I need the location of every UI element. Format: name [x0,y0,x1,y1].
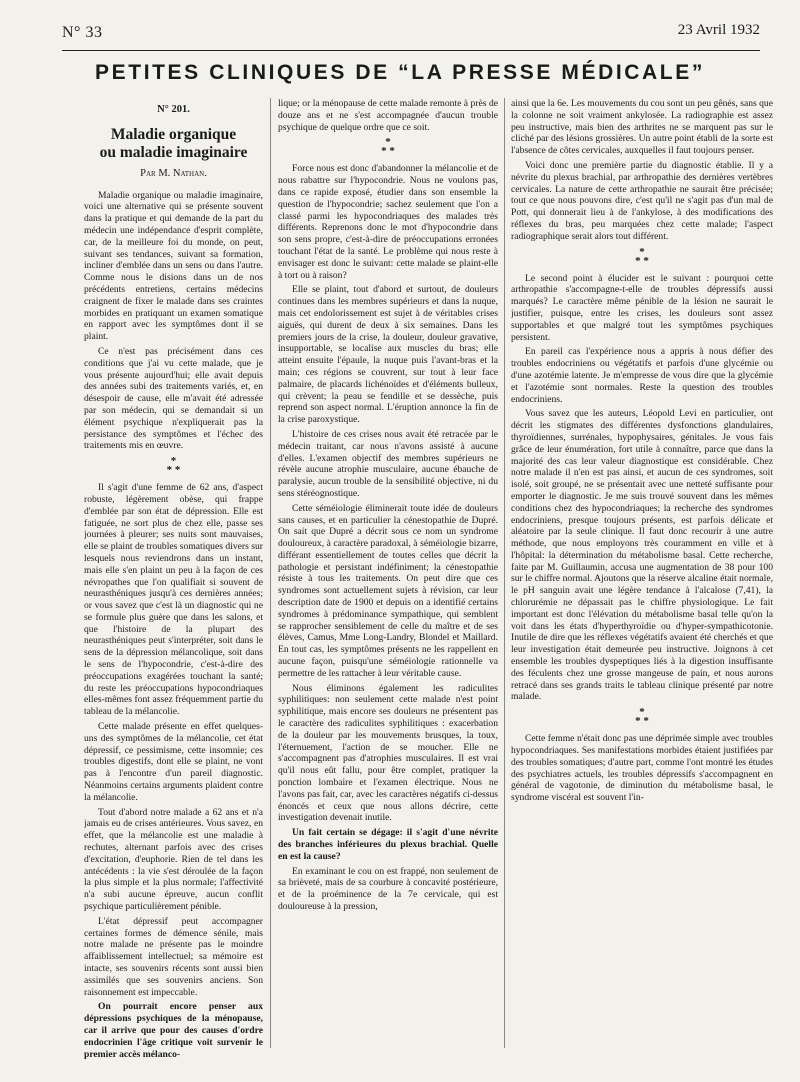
paragraph: Maladie organique ou maladie imaginaire, voici une alternative qui se présente souvent dans la pratique et qui demande de la part du médecin une indépendance d'esprit complète, car, de la meilleure foi du monde, on peut, suivant ses tendances, suivant sa formation, incliner d'emblée dans un sens ou dans l'autre. Comme nous le disions dans un de nos précédents entretiens, certains médecins craignent de fixer le malade dans ses craintes morbides en pratiquant un examen somatique en rapport avec les symptômes dont il se plaint. [84,189,263,343]
paragraph: Cette femme n'était donc pas une déprimée simple avec troubles hypocondriaques. Ses manifestations morbides étaient justifiées par des troubles somatiques; d'autre part, comme l'ont montré les études des psychiatres actuels, les troubles dépressifs s'accompagnent en général de vagotonie, de diminution du métabolisme basal, le syndrome viscéral est souvent l'in- [511,733,773,804]
paragraph: En pareil cas l'expérience nous a appris à nous défier des troubles endocriniens ou végétatifs et parfois d'une glycémie ou d'une azotémie latente. Je m'empresse de vous dire que la glycémie et l'azotémie sont normales. Reste la question des troubles endocriniens. [511,346,773,405]
paragraph: Un fait certain se dégage: il s'agit d'une névrite des branches inférieures du plexus brachial. Quelle en est la cause? [278,827,498,862]
paragraph: Force nous est donc d'abandonner la mélancolie et de nous rabattre sur l'hypocondrie. Nous ne voulons pas, dans ce rapide exposé, étudier dans son ensemble la question de l'hypocondrie; sachez seulement que l'on a classé parmi les hypocondriaques des malades très différents. Reprenons donc le mot d'hypocondrie dans son sens propre, c'est-à-dire de préoccupations erronées touchant l'état de la santé. Le problème qui nous reste à envisager est donc le suivant: cette malade se plaint-elle à tort ou à raison? [278,163,498,281]
paragraph: On pourrait encore penser aux dépressions psychiques de la ménopause, car il arrive que pour des causes d'ordre endocrinien l'âge critique voit survenir le premier accès mélanco- [84,1001,263,1060]
paragraph: Cette malade présente en effet quelques-uns des symptômes de la mélancolie, cet état dépressif, ce pessimisme, cette insomnie; ces troubles digestifs, dont elle se plaint, ne vont pas à l'encontre d'un pareil diagnostic. Néanmoins certains arguments plaident contre la mélancolie. [84,721,263,803]
paragraph: L'histoire de ces crises nous avait été retracée par le médecin traitant, car nous n'avons assisté à aucune d'elles. L'examen objectif des membres supérieurs ne révèle aucune atrophie musculaire, aucune ébauche de paralysie, aucun trouble de la sensibilité objective, ni du sens stéréognostique. [278,428,498,499]
article-author: Par M. Nathan. [140,167,207,179]
masthead-title: PETITES CLINIQUES DE “LA PRESSE MÉDICALE” [95,61,705,84]
column-divider [270,98,271,1048]
article-title-line-1: Maladie organique [110,125,237,143]
paragraph: ainsi que la 6e. Les mouvements du cou sont un peu gênés, sans que la colonne ne soit vraiment ankylosée. La radiographie est assez peu instructive, mais bien des arthrites ne se marquent pas sur le cliché par des lésions grossières. Un autre point établi de la sorte est l'absence de côtes cervicales, auxquelles il faut toujours penser. [511,98,773,157]
paragraph: Elle se plaint, tout d'abord et surtout, de douleurs continues dans les membres supérieurs et dans la nuque, mais cet endolorissement est sujet à de véritables crises aiguës, qui durent de deux à six semaines. Dans les premiers jours de la crise, la douleur, douleur gravative, insupportable, se localise aux muscles du bras; elle atteint ensuite l'épaule, la nuque puis l'avant-bras et la main; ces régions se couvrent, sur tout à leur face palmaire, de placards lichénoïdes et d'éléments bulleux, qui crèvent; la peau se fendille et se dessèche, puis reprend son aspect normal. L'éruption annonce la fin de la crise paroxystique. [278,284,498,426]
paragraph: lique; or la ménopause de cette malade remonte à près de douze ans et ne s'est accompagnée d'aucun trouble psychique de quelque ordre que ce soit. [278,98,498,133]
paragraph: Il s'agit d'une femme de 62 ans, d'aspect robuste, légèrement obèse, qui frappe d'emblée par son état de dépression. Elle est fatiguée, ne sort plus de chez elle, passe ses journées à pleurer; ses nuits sont mauvaises, elle se plaint de troubles somatiques divers sur lesquels nous reviendrons dans un instant, mais elle s'en plaint un peu à la façon de ces névropathes que l'on qualifiait si souvent de neurasthéniques jusqu'à ces dernières années; or vous savez que c'est là un diagnostic qui ne se formule plus guère que dans les salons, et que l'histoire de la plupart des neurasthéniques peut s'interpréter, soit dans le sens de la dépression mélancolique, soit dans le sens de l'hypocondrie, c'est-à-dire des préoccupations exagérées touchant la santé; du reste les préoccupations hypocondriaques elles-mêmes font assez fréquemment partie du tableau de la mélancolie. [84,482,263,718]
paragraph: Vous savez que les auteurs, Léopold Levi en particulier, ont décrit les stigmates des différentes dysfonctions glandulaires, thyroïdiennes, surrénales, hypophysaires, génitales. Je vous fais grâce de leur énumération, fort utile à connaître, parce que dans la majorité des cas leur valeur diagnostique est considérable. Chez notre malade il n'en est pas ainsi, et aucun de ces syndromes, soit isolé, soit groupé, ne se présentait avec une netteté suffisante pour emporter le diagnostic. Je me suis trouvé souvent dans les mêmes conditions chez des hypocondriaques; la recherche des syndromes endocriniens, presque toujours présents, est parfois délicate et aléatoire par la seule clinique. Il faut donc recourir à une autre méthode, que nous employons très couramment en ville et à l'hôpital: la détermination du métabolisme basal. Cette recherche, faite par M. Guillaumin, accusa une augmentation de 38 pour 100 sur le chiffre normal. Ajoutons que la réserve alcaline était normale, le pH sanguin avait une légère tendance à l'alcalose (7,41), la chlorurémie ne dépassait pas le chiffre physiologique. Le fait important est donc l'élévation du métabolisme basal telle qu'on la voit dans les états d'hyperthyroïdie ou d'hyper-sympathicotonie. Inutile de dire que les réflexes végétatifs avaient été cherchés et que leur investigation était demeurée peu instructive. Joignons à cet ensemble les troubles dyspeptiques liés à la digestion insuffisante des féculents chez une grosse mangeuse de pain, et nous aurons retracé dans ses grands traits le tableau clinique présenté par notre malade. [511,408,773,703]
paragraph: Cette séméiologie éliminerait toute idée de douleurs sans causes, et en particulier la cénestopathie de Dupré. On sait que Dupré a décrit sous ce nom un syndrome douloureux, à caractère paradoxal, à séméiologie bizarre, différant essentiellement de toutes celles que décrit la pathologie et persistant indéfiniment; la cénestopathie résiste à tous les traitements. On peut dire que ces syndromes sont actuellement sujets à révision, car leur description date de 1900 et depuis on a identifié certains syndromes à prédominance sympathique, qui semblent se rapprocher sensiblement de celle du maître et de ses élèves, Camus, Mme Long-Landry, Blondel et Maillard. En tout cas, les symptômes présents ne les rappellent en aucune façon, puisqu'une séméiologie rationnelle va permettre de les rattacher à leur véritable cause. [278,502,498,679]
paragraph: Voici donc une première partie du diagnostic établie. Il y a névrite du plexus brachial, par arthropathie des dernières vertèbres cervicales. La nature de cette arthropathie ne saurait être précisée; tout ce que nous pouvons dire, c'est qu'il ne s'agit pas d'un mal de Pott, qui donnerait lieu à de l'ankylose, à des modifications des réflexes du bras, peu marquées chez cette malade; l'aspect radiographique serait alors tout différent. [511,159,773,242]
paragraph: L'état dépressif peut accompagner certaines formes de démence sénile, mais notre malade ne présente pas le moindre affaiblissement intellectuel; sa mémoire est intacte, ses souvenirs récents sont aussi bien assimilés que ses souvenirs anciens. Son raisonnement est impeccable. [84,915,263,998]
article-number: N° 201. [157,104,190,115]
section-separator: * * * [166,455,181,477]
paragraph: En examinant le cou on est frappé, non seulement de sa brièveté, mais de sa courbure à concavité postérieure, et de la proéminence de la 7e cervicale, qui est douloureuse à la pression, [278,865,498,912]
header-rule [62,50,760,51]
article-title [84,126,263,162]
paragraph: Tout d'abord notre malade a 62 ans et n'a jamais eu de crises antérieures. Vous savez, en effet, que la mélancolie est une maladie à rechutes, alternant parfois avec des crises d'excitation, d'euphorie. Rien de tel dans les antécédents : la vie s'est déroulée de la façon la plus simple et la plus normale; l'affectivité n'a subi aucune épreuve, aucun conflit psychique particulièrement pénible. [84,806,263,913]
paragraph: Nous éliminons également les radiculites syphilitiques: non seulement cette malade n'est point syphilitique, mais encore ses douleurs ne présentent pas le caractère des radiculites syphilitiques : exacerbation de la douleur par les mouvements brusques, la toux, l'éternuement, l'action de se moucher. Elle ne s'accompagnent pas d'atrophies musculaires. Il est vrai qu'il nous eût fallu, pour être complet, pratiquer la ponction lombaire et l'examen électrique. Nous ne l'avons pas fait, car, avec les caractères négatifs ci-dessus énoncés et ceux que nous allons décrire, cette investigation devenait inutile. [278,682,498,824]
issue-number: N° 33 [62,24,103,41]
column-3 [511,98,773,1066]
section-separator: * * * [381,136,395,158]
section-separator: * * * [635,245,649,267]
paragraph: Ce n'est pas précisément dans ces conditions que j'ai vu cette malade, que je vous présente aujourd'hui; elle avait depuis des années subi des traitements variés, et, en désespoir de cause, elle m'avait été adressée par son médecin, qui se demandait si un élément psychique n'expliquerait pas la persistance des symptômes et l'échec des traitements mis en œuvre. [84,345,263,452]
column-divider [504,98,505,1048]
paragraph: Le second point à élucider est le suivant : pourquoi cette arthropathie s'accompagne-t-elle de troubles dépressifs aussi marqués? Le caractère même pénible de la lésion ne saurait le justifier, puisque, entre les crises, les douleurs sont assez supportables et que malgré tout les symptômes psychiques persistent. [511,272,773,343]
section-separator: * * * [635,706,649,728]
column-1 [84,98,263,1066]
column-2 [278,98,498,1066]
issue-date: 23 Avril 1932 [677,22,760,38]
article-title-line-2: ou maladie imaginaire [99,143,248,161]
